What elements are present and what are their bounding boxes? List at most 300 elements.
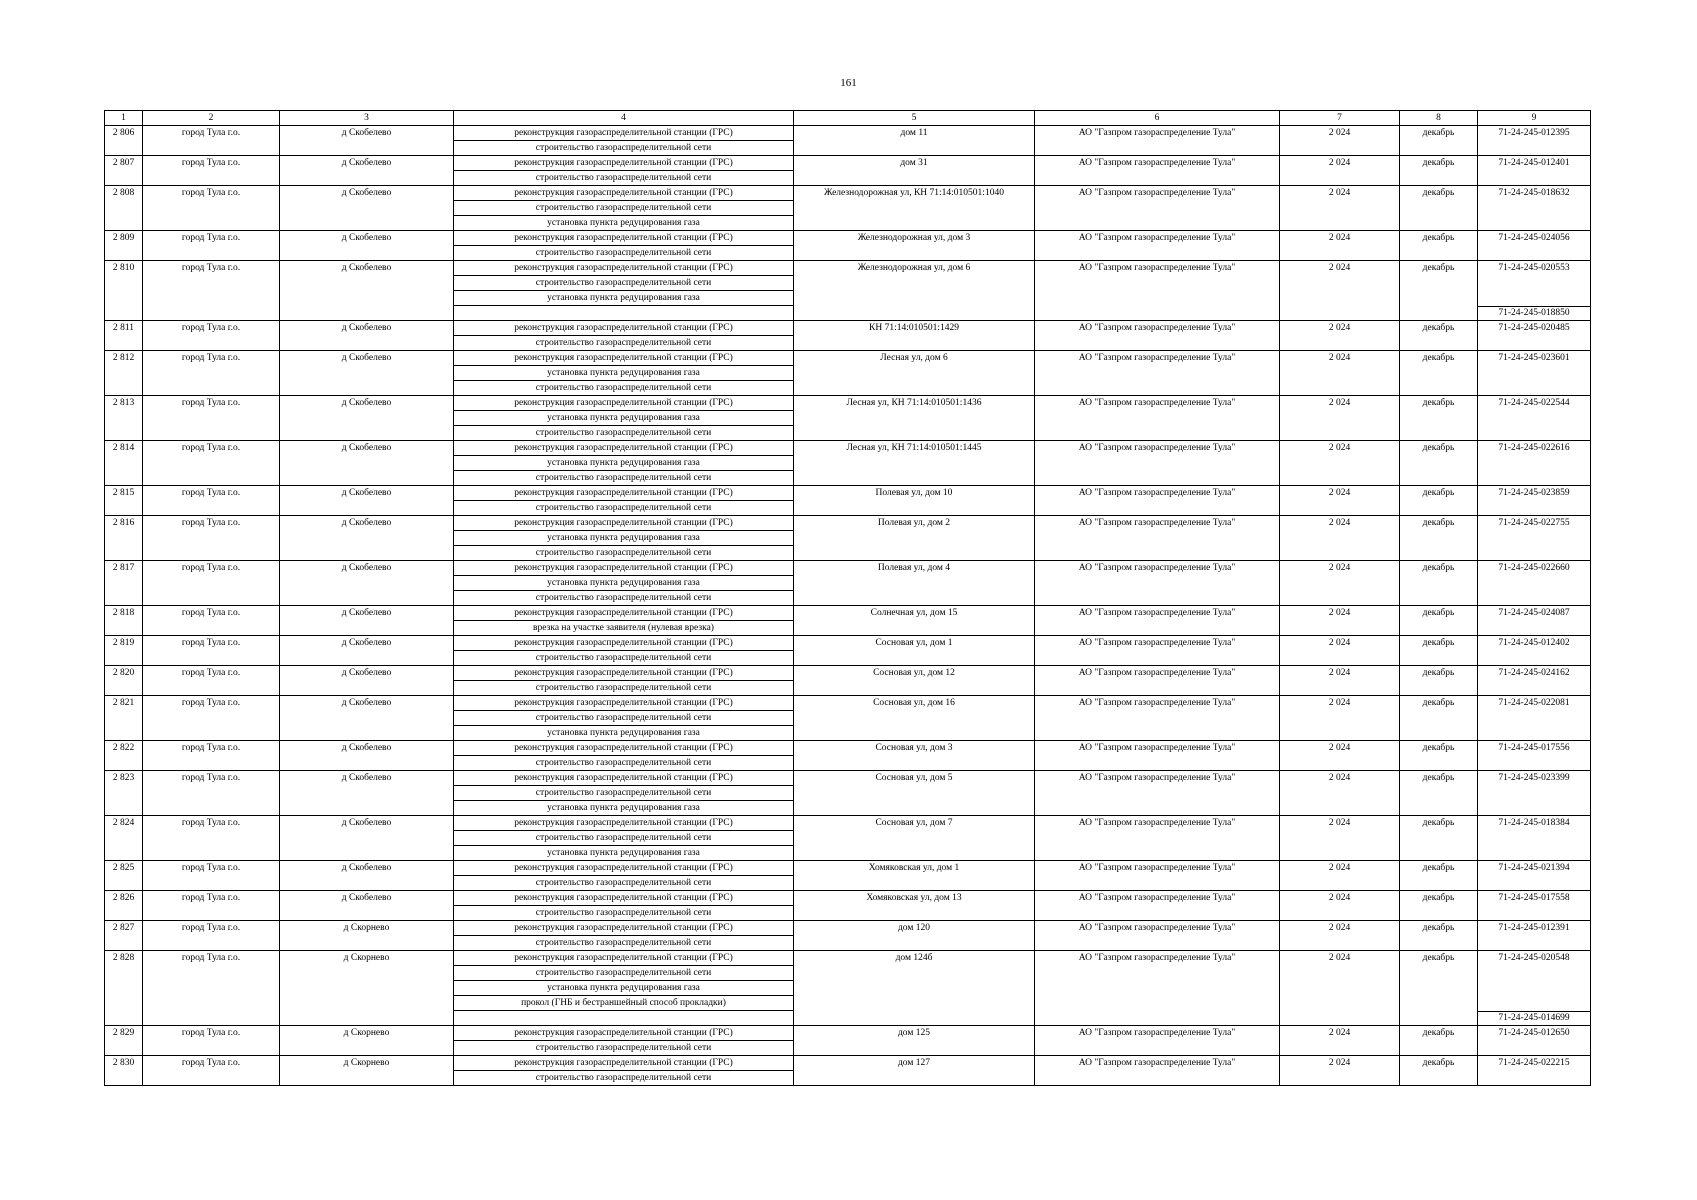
registration-number: 71-24-245-023859	[1498, 488, 1570, 498]
object-address: Железнодорожная ул, дом 3	[857, 233, 971, 243]
work-types-cell	[454, 951, 794, 1026]
work-type: строительство газораспределительной сети	[454, 650, 793, 665]
municipality-cell	[143, 321, 280, 351]
month: декабрь	[1422, 773, 1455, 783]
municipality: город Тула г.о.	[181, 353, 241, 363]
organization-cell	[1035, 861, 1280, 891]
municipality: город Тула г.о.	[181, 863, 241, 873]
registration-cell	[1478, 816, 1591, 861]
month-cell	[1400, 771, 1478, 816]
municipality-cell	[143, 351, 280, 396]
year-cell	[1280, 771, 1400, 816]
registration-number: 71-24-245-017556	[1498, 743, 1570, 753]
month: декабрь	[1422, 923, 1455, 933]
row-number: 2 829	[112, 1028, 135, 1038]
column-header: 8	[1400, 111, 1478, 126]
month-cell	[1400, 741, 1478, 771]
organization: АО "Газпром газораспределение Тула"	[1078, 323, 1236, 333]
object-address-cell	[794, 741, 1035, 771]
settlement: д Скобелево	[341, 158, 392, 168]
registration-number: 71-24-245-012395	[1498, 128, 1570, 138]
object-address-cell	[794, 321, 1035, 351]
month-cell	[1400, 516, 1478, 561]
work-type: строительство газораспределительной сети	[454, 245, 793, 260]
work-type: реконструкция газораспределительной станции (ГРС)	[514, 638, 733, 648]
row-number-cell	[105, 951, 143, 1026]
column-header: 7	[1280, 111, 1400, 126]
organization: АО "Газпром газораспределение Тула"	[1078, 488, 1236, 498]
object-address: Сосновая ул, дом 12	[873, 668, 955, 678]
municipality-cell	[143, 396, 280, 441]
table-row	[105, 696, 1591, 741]
work-type: реконструкция газораспределительной станции (ГРС)	[514, 443, 733, 453]
work-types-cell	[454, 351, 794, 396]
table-row	[105, 156, 1591, 186]
table-row	[105, 1026, 1591, 1056]
object-address-cell	[794, 891, 1035, 921]
work-type: установка пункта редуцирования газа	[454, 575, 793, 590]
table-row	[105, 516, 1591, 561]
object-address-cell	[794, 771, 1035, 816]
work-type: реконструкция газораспределительной станции (ГРС)	[514, 818, 733, 828]
work-types-cell	[454, 516, 794, 561]
registration-cell	[1478, 261, 1591, 321]
registration-cell	[1478, 486, 1591, 516]
municipality: город Тула г.о.	[181, 128, 241, 138]
organization: АО "Газпром газораспределение Тула"	[1078, 743, 1236, 753]
year: 2 024	[1328, 893, 1351, 903]
object-address-cell	[794, 396, 1035, 441]
organization-cell	[1035, 516, 1280, 561]
municipality: город Тула г.о.	[181, 188, 241, 198]
row-number: 2 811	[112, 323, 135, 333]
month: декабрь	[1422, 188, 1455, 198]
table-row	[105, 231, 1591, 261]
year-cell	[1280, 636, 1400, 666]
municipality: город Тула г.о.	[181, 488, 241, 498]
organization: АО "Газпром газораспределение Тула"	[1078, 953, 1236, 963]
municipality: город Тула г.о.	[181, 1028, 241, 1038]
month-cell	[1400, 156, 1478, 186]
registration-number: 71-24-245-024056	[1498, 233, 1570, 243]
organization-cell	[1035, 1026, 1280, 1056]
work-types-cell	[454, 186, 794, 231]
year-cell	[1280, 891, 1400, 921]
registration-number: 71-24-245-020553	[1498, 263, 1570, 273]
year-cell	[1280, 666, 1400, 696]
organization-cell	[1035, 126, 1280, 156]
row-number-cell	[105, 516, 143, 561]
year: 2 024	[1328, 323, 1351, 333]
work-types-cell	[454, 1026, 794, 1056]
month: декабрь	[1422, 698, 1455, 708]
row-number: 2 825	[112, 863, 135, 873]
work-types-cell	[454, 696, 794, 741]
object-address-cell	[794, 816, 1035, 861]
row-number-cell	[105, 396, 143, 441]
object-address-cell	[794, 441, 1035, 486]
municipality-cell	[143, 636, 280, 666]
registration-cell	[1478, 126, 1591, 156]
municipality-cell	[143, 816, 280, 861]
municipality: город Тула г.о.	[181, 743, 241, 753]
work-type: строительство газораспределительной сети	[454, 200, 793, 215]
year-cell	[1280, 696, 1400, 741]
work-type: реконструкция газораспределительной станции (ГРС)	[514, 563, 733, 573]
row-number-cell	[105, 126, 143, 156]
year: 2 024	[1328, 443, 1351, 453]
work-type: установка пункта редуцирования газа	[454, 215, 793, 230]
work-type: реконструкция газораспределительной станции (ГРС)	[514, 128, 733, 138]
row-number: 2 822	[112, 743, 135, 753]
work-type: строительство газораспределительной сети	[454, 710, 793, 725]
work-type: врезка на участке заявителя (нулевая врезка)	[454, 620, 793, 635]
object-address: Полевая ул, дом 4	[877, 563, 951, 573]
work-type: строительство газораспределительной сети	[454, 275, 793, 290]
year-cell	[1280, 156, 1400, 186]
organization: АО "Газпром газораспределение Тула"	[1078, 188, 1236, 198]
table-row	[105, 606, 1591, 636]
month-cell	[1400, 321, 1478, 351]
year-cell	[1280, 321, 1400, 351]
settlement-cell	[280, 126, 454, 156]
settlement: д Скобелево	[341, 263, 392, 273]
year-cell	[1280, 561, 1400, 606]
municipality: город Тула г.о.	[181, 563, 241, 573]
municipality-cell	[143, 666, 280, 696]
work-types-cell	[454, 636, 794, 666]
object-address: дом 31	[900, 158, 928, 168]
year-cell	[1280, 186, 1400, 231]
row-number: 2 807	[112, 158, 135, 168]
row-number: 2 821	[112, 698, 135, 708]
year: 2 024	[1328, 1058, 1351, 1068]
registration-number: 71-24-245-012391	[1498, 923, 1570, 933]
organization-cell	[1035, 891, 1280, 921]
work-types-cell	[454, 861, 794, 891]
row-number: 2 816	[112, 518, 135, 528]
object-address-cell	[794, 1026, 1035, 1056]
month: декабрь	[1422, 863, 1455, 873]
column-number-row	[105, 111, 1591, 126]
year: 2 024	[1328, 863, 1351, 873]
work-type: строительство газораспределительной сети	[454, 335, 793, 350]
year: 2 024	[1328, 698, 1351, 708]
work-type: установка пункта редуцирования газа	[454, 845, 793, 860]
settlement: д Скобелево	[341, 353, 392, 363]
work-types-cell	[454, 396, 794, 441]
work-type: реконструкция газораспределительной станции (ГРС)	[514, 923, 733, 933]
settlement: д Скобелево	[341, 863, 392, 873]
organization-cell	[1035, 771, 1280, 816]
object-address: Полевая ул, дом 10	[875, 488, 953, 498]
settlement-cell	[280, 561, 454, 606]
work-types-cell	[454, 741, 794, 771]
object-address: Сосновая ул, дом 5	[875, 773, 953, 783]
object-address-cell	[794, 516, 1035, 561]
month-cell	[1400, 861, 1478, 891]
registration-number: 71-24-245-021394	[1498, 863, 1570, 873]
year: 2 024	[1328, 353, 1351, 363]
work-type: строительство газораспределительной сети	[454, 590, 793, 605]
row-number-cell	[105, 861, 143, 891]
organization-cell	[1035, 1056, 1280, 1086]
organization-cell	[1035, 636, 1280, 666]
month: декабрь	[1422, 518, 1455, 528]
settlement-cell	[280, 861, 454, 891]
organization: АО "Газпром газораспределение Тула"	[1078, 518, 1236, 528]
row-number: 2 812	[112, 353, 135, 363]
work-types-cell	[454, 891, 794, 921]
municipality-cell	[143, 696, 280, 741]
organization: АО "Газпром газораспределение Тула"	[1078, 923, 1236, 933]
year-cell	[1280, 861, 1400, 891]
settlement-cell	[280, 1026, 454, 1056]
municipality: город Тула г.о.	[181, 1058, 241, 1068]
registration-number: 71-24-245-023601	[1498, 353, 1570, 363]
month-cell	[1400, 396, 1478, 441]
work-types-cell	[454, 261, 794, 321]
row-number-cell	[105, 741, 143, 771]
registration-cell	[1478, 1026, 1591, 1056]
object-address-cell	[794, 666, 1035, 696]
registration-number: 71-24-245-020548	[1498, 953, 1570, 963]
object-address-cell	[794, 921, 1035, 951]
work-type: реконструкция газораспределительной станции (ГРС)	[514, 608, 733, 618]
municipality: город Тула г.о.	[181, 608, 241, 618]
month-cell	[1400, 951, 1478, 1026]
registration-number: 71-24-245-012401	[1498, 158, 1570, 168]
table-row	[105, 636, 1591, 666]
work-type: строительство газораспределительной сети	[454, 380, 793, 395]
object-address: Хомяковская ул, дом 1	[868, 863, 960, 873]
work-types-cell	[454, 816, 794, 861]
month-cell	[1400, 921, 1478, 951]
registration-cell	[1478, 396, 1591, 441]
registration-cell	[1478, 351, 1591, 396]
organization: АО "Газпром газораспределение Тула"	[1078, 1058, 1236, 1068]
work-types-cell	[454, 231, 794, 261]
organization-cell	[1035, 486, 1280, 516]
registration-cell	[1478, 861, 1591, 891]
table-row	[105, 816, 1591, 861]
work-types-cell	[454, 606, 794, 636]
organization: АО "Газпром газораспределение Тула"	[1078, 863, 1236, 873]
registration-cell	[1478, 516, 1591, 561]
row-number: 2 806	[112, 128, 135, 138]
work-types-cell	[454, 441, 794, 486]
table-row	[105, 126, 1591, 156]
municipality: город Тула г.о.	[181, 953, 241, 963]
municipality: город Тула г.о.	[181, 668, 241, 678]
year: 2 024	[1328, 233, 1351, 243]
work-type: реконструкция газораспределительной станции (ГРС)	[514, 668, 733, 678]
table-row	[105, 441, 1591, 486]
column-header: 2	[143, 111, 280, 126]
month-cell	[1400, 441, 1478, 486]
work-types-cell	[454, 666, 794, 696]
municipality-cell	[143, 156, 280, 186]
registration-number: 71-24-245-018384	[1498, 818, 1570, 828]
organization-cell	[1035, 396, 1280, 441]
organization: АО "Газпром газораспределение Тула"	[1078, 398, 1236, 408]
work-types-cell	[454, 921, 794, 951]
settlement: д Скобелево	[341, 668, 392, 678]
organization: АО "Газпром газораспределение Тула"	[1078, 1028, 1236, 1038]
month: декабрь	[1422, 563, 1455, 573]
year-cell	[1280, 741, 1400, 771]
registration-cell	[1478, 606, 1591, 636]
page-number: 161	[840, 77, 857, 89]
settlement: д Скобелево	[341, 608, 392, 618]
work-types-cell	[454, 156, 794, 186]
object-address: Железнодорожная ул, КН 71:14:010501:1040	[824, 188, 1004, 198]
registration-cell	[1478, 441, 1591, 486]
row-number: 2 815	[112, 488, 135, 498]
table-row	[105, 561, 1591, 606]
month-cell	[1400, 126, 1478, 156]
organization: АО "Газпром газораспределение Тула"	[1078, 443, 1236, 453]
work-type: строительство газораспределительной сети	[454, 425, 793, 440]
row-number: 2 819	[112, 638, 135, 648]
row-number: 2 824	[112, 818, 135, 828]
year-cell	[1280, 396, 1400, 441]
registration-cell	[1478, 696, 1591, 741]
organization: АО "Газпром газораспределение Тула"	[1078, 668, 1236, 678]
organization: АО "Газпром газораспределение Тула"	[1078, 773, 1236, 783]
work-type: строительство газораспределительной сети	[454, 830, 793, 845]
work-type: установка пункта редуцирования газа	[454, 290, 793, 305]
work-type	[454, 1010, 793, 1025]
row-number-cell	[105, 261, 143, 321]
year-cell	[1280, 1056, 1400, 1086]
registration-number: 71-24-245-022616	[1498, 443, 1570, 453]
registration-number: 71-24-245-018850	[1478, 306, 1590, 320]
object-address-cell	[794, 636, 1035, 666]
month: декабрь	[1422, 353, 1455, 363]
work-type: установка пункта редуцирования газа	[454, 410, 793, 425]
year-cell	[1280, 351, 1400, 396]
registration-number: 71-24-245-017558	[1498, 893, 1570, 903]
month-cell	[1400, 666, 1478, 696]
settlement: д Скобелево	[341, 128, 392, 138]
municipality: город Тула г.о.	[181, 323, 241, 333]
row-number-cell	[105, 666, 143, 696]
settlement: д Скобелево	[341, 563, 392, 573]
settlement-cell	[280, 321, 454, 351]
organization-cell	[1035, 231, 1280, 261]
table-row	[105, 186, 1591, 231]
month: декабрь	[1422, 1028, 1455, 1038]
year: 2 024	[1328, 923, 1351, 933]
municipality-cell	[143, 606, 280, 636]
settlement: д Скобелево	[341, 743, 392, 753]
object-address: дом 124б	[895, 953, 933, 963]
row-number: 2 818	[112, 608, 135, 618]
work-type: строительство газораспределительной сети	[454, 935, 793, 950]
year: 2 024	[1328, 1028, 1351, 1038]
object-address: Лесная ул, КН 71:14:010501:1436	[846, 398, 982, 408]
column-header: 4	[454, 111, 794, 126]
work-type: реконструкция газораспределительной станции (ГРС)	[514, 893, 733, 903]
year: 2 024	[1328, 953, 1351, 963]
municipality-cell	[143, 261, 280, 321]
organization: АО "Газпром газораспределение Тула"	[1078, 608, 1236, 618]
month-cell	[1400, 486, 1478, 516]
registration-cell	[1478, 951, 1591, 1026]
registration-number: 71-24-245-020485	[1498, 323, 1570, 333]
month: декабрь	[1422, 488, 1455, 498]
settlement: д Скобелево	[341, 773, 392, 783]
municipality: город Тула г.о.	[181, 263, 241, 273]
object-address-cell	[794, 606, 1035, 636]
settlement: д Скорнево	[343, 1058, 390, 1068]
month-cell	[1400, 816, 1478, 861]
work-type: установка пункта редуцирования газа	[454, 530, 793, 545]
month-cell	[1400, 891, 1478, 921]
registration-cell	[1478, 891, 1591, 921]
organization: АО "Газпром газораспределение Тула"	[1078, 818, 1236, 828]
work-type: реконструкция газораспределительной станции (ГРС)	[514, 953, 733, 963]
row-number: 2 828	[112, 953, 135, 963]
year: 2 024	[1328, 563, 1351, 573]
object-address-cell	[794, 1056, 1035, 1086]
year-cell	[1280, 441, 1400, 486]
registration-cell	[1478, 321, 1591, 351]
table-row	[105, 861, 1591, 891]
object-address: Солнечная ул, дом 15	[870, 608, 958, 618]
year: 2 024	[1328, 518, 1351, 528]
settlement-cell	[280, 351, 454, 396]
row-number: 2 808	[112, 188, 135, 198]
work-type: строительство газораспределительной сети	[454, 785, 793, 800]
organization-cell	[1035, 666, 1280, 696]
row-number: 2 827	[112, 923, 135, 933]
row-number: 2 826	[112, 893, 135, 903]
table-row	[105, 741, 1591, 771]
object-address-cell	[794, 261, 1035, 321]
row-number-cell	[105, 186, 143, 231]
register-table	[104, 110, 1591, 1086]
settlement-cell	[280, 186, 454, 231]
object-address: дом 125	[897, 1028, 931, 1038]
object-address-cell	[794, 126, 1035, 156]
year: 2 024	[1328, 398, 1351, 408]
object-address-cell	[794, 156, 1035, 186]
row-number: 2 809	[112, 233, 135, 243]
settlement-cell	[280, 231, 454, 261]
table-row	[105, 351, 1591, 396]
row-number-cell	[105, 321, 143, 351]
month-cell	[1400, 1056, 1478, 1086]
settlement-cell	[280, 261, 454, 321]
settlement-cell	[280, 816, 454, 861]
month: декабрь	[1422, 263, 1455, 273]
registration-number: 71-24-245-022660	[1498, 563, 1570, 573]
municipality-cell	[143, 741, 280, 771]
registration-number: 71-24-245-024087	[1498, 608, 1570, 618]
object-address-cell	[794, 861, 1035, 891]
column-header: 5	[794, 111, 1035, 126]
year-cell	[1280, 261, 1400, 321]
organization-cell	[1035, 696, 1280, 741]
organization-cell	[1035, 921, 1280, 951]
month: декабрь	[1422, 743, 1455, 753]
registration-cell	[1478, 156, 1591, 186]
registration-cell	[1478, 741, 1591, 771]
municipality-cell	[143, 126, 280, 156]
work-type: строительство газораспределительной сети	[454, 1040, 793, 1055]
